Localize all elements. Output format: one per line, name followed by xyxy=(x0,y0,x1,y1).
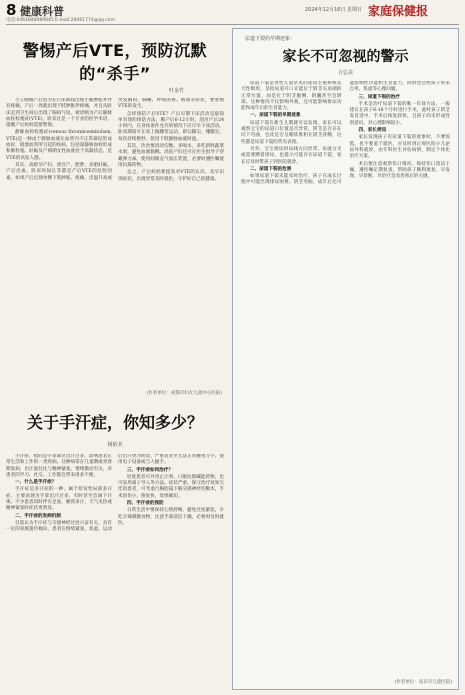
paragraph: 手汗症是多汗症的一种，属于原发性局部多汗症，主要表现为手掌出汗过多，有时甚至会滴下汗珠，不少患者同时伴有足底、腋窝多汗，天气炎热或精神紧张时症状更明显。 xyxy=(6,487,112,512)
paragraph: 尿道下裂是男性儿童常见的泌尿生殖系统先天性畸形，是指尿道开口未能位于阴茎头顶端的正常位置，而是位于阴茎腹侧、阴囊甚至会阴部。这种情况不仅影响外观，还可能影响排尿功能和成年后的生育能力。 xyxy=(241,81,342,112)
article2-body xyxy=(6,454,224,690)
subheading: 二、手汗症的发病机制 xyxy=(15,513,61,519)
subheading: 四、家长须知 xyxy=(358,128,387,134)
article2-title: 关于手汗症，你知多少？ xyxy=(26,413,203,432)
subheading: 一、尿道下裂的早期迹象 xyxy=(250,113,301,119)
subheading: 三、尿道下裂的治疗 xyxy=(358,94,400,100)
issue-date: 2024年12月16日 星期日 xyxy=(305,7,363,13)
paragraph: 怎样预防产后VTE？产后早期下床活动是最简单有效的预防方法，顺产后6-12小时、剖宫产后24小时内，在身体条件允许的情况下应尽早下床活动。卧床期间可在床上做踝泵运动，即勾脚尖、绷脚尖，每次持续数秒，促进下肢静脉血液回流。 xyxy=(118,111,224,142)
paragraph: 尿道下裂在新生儿期就可以发现。家长可以观察宝宝的尿道口位置是否异常，阴茎是否存在向下弯曲，包皮是否呈帽状堆积在阴茎背侧，这些都是尿道下裂的常见表现。 xyxy=(241,120,342,145)
subheading: 三、手汗症如何治疗？ xyxy=(127,467,173,473)
article1-body xyxy=(6,98,224,388)
article1-byline: 叶金竹 xyxy=(168,88,184,94)
subheading: 四、手汗症的预防 xyxy=(127,501,164,507)
subheading: 一、什么是手汗症？ xyxy=(15,480,57,486)
article3-byline: 吉弘美 xyxy=(337,70,353,76)
right-column-box xyxy=(232,28,459,690)
paragraph: 如果尿道下裂未能及时治疗，孩子在成长过程中可能出现排尿困难、阴茎弯曲，成年后还可能影响性功能和生育能力，同时也会给孩子带来自卑、焦虑等心理问题。 xyxy=(241,81,450,186)
masthead: 家庭保健报 xyxy=(368,4,429,18)
paragraph: 术后要注意观察伤口情况，保持伤口清洁干燥，遵医嘱定期复查，帮助孩子顺利康复。早发现、早诊断、早治疗是改善预后的关键。 xyxy=(349,161,450,180)
paragraph: 总之，产后妈妈要提高对VTE的认识，及早识别症状，出现异常及时就医，守护好自己的健康。 xyxy=(118,170,224,182)
paragraph: 小王刚刚产后因为在行床期间出现小腿肿胀并伴有疼痛，产后一周就出现下肢肿胀伴疼痛，并且从卧床走到卫生间后出现了胸闷气短，被诊断为产后静脉血栓栓塞症(VTE)，原来这是一个专业的医学术语，提醒产后妈妈需要警惕。 xyxy=(6,98,112,129)
article3-title: 家长不可忽视的警示 xyxy=(282,49,409,65)
paragraph: 手汗症，指的是手掌部位出汗过多，影响患者正常生活和工作的一类疾病。这种病常在儿童期或青春期发病，出汗量往往与精神紧张、情绪激动有关，对患者的学习、社交、工作都会带来诸多不便。 xyxy=(6,454,112,478)
paragraph: 手术是治疗尿道下裂的唯一有效方法，一般建议在孩子6-18个月时进行手术，此时孩子阴茎发育适中，手术后恢复较快，且孩子尚未形成性别意识，对心理影响较小。 xyxy=(349,101,450,126)
paragraph: 其次，饮食要清淡均衡，多喝水，多吃新鲜蔬菜水果，避免血液黏稠。高危产妇还可在医生指导下穿戴弹力袜、使用间歇充气加压装置，必要时遵医嘱使用抗凝药物。 xyxy=(118,144,224,168)
contact-info: 电话:0461848489845 E-mail:28461774@qq.com xyxy=(6,18,115,23)
paragraph: 轻度患者可外用止汗剂、口服抗胆碱能药物，也可采用离子导入等方法。症状严重、保守治疗效果欠佳的患者，可考虑行胸腔镜下胸交感神经切断术，手术创伤小、恢复快，效果确切。 xyxy=(118,474,224,499)
page-header xyxy=(0,0,465,23)
article2-byline: 杨依美 xyxy=(107,442,123,448)
article1-title: 警惕产后VTE，预防沉默的“杀手” xyxy=(22,41,208,83)
article3-source: (作者单位：南京市儿童医院) xyxy=(394,680,452,685)
article3-body xyxy=(233,81,458,681)
subheading: 二、尿道下裂的危害 xyxy=(250,166,292,172)
article1-source: (作者单位：成都市妇女儿童中心医院) xyxy=(146,391,222,396)
paragraph: 另外，宝宝排尿时尿线方向异常、尿流分叉或需要蹲着排尿，也提示可能存在尿道下裂，家长应及时带孩子到医院就诊。 xyxy=(241,146,342,165)
paragraph: 目前认为手汗症与交感神经过度兴奋有关，具有一定的家族遗传倾向，患者在情绪紧张、焦虑、运动后出汗更为明显，严重者甚至无法正常握笔写字、使用电子设备或与人握手。 xyxy=(6,454,224,533)
paragraph: 其实，高龄孕产妇、剖宫产、肥胖、多胎妊娠、产后出血、卧床时间长等都是产后VTE的危险因素，如果产后出现单侧下肢肿胀、疼痛、皮温升高或突发胸闷、胸痛、呼吸困难、咯血等症状，要警惕VTE的发生。 xyxy=(6,98,224,181)
section-title: 健康科普 xyxy=(20,5,64,18)
article3-kicker: 尿道下裂的早期迹象： xyxy=(245,36,296,42)
page-number: 8 xyxy=(6,1,17,19)
left-column xyxy=(6,28,224,690)
header-rule xyxy=(6,24,459,25)
paragraph: 日常生活中要保持心情舒畅，避免过度紧张，少吃辛辣刺激食物，注意手部清洁干燥，必要时及时就医。 xyxy=(118,508,224,526)
paragraph: 静脉血栓栓塞症(venous thromboembolism, VTE)是一种由于静脉血液在血管内不正常凝结形成血栓，阻塞血管所引起的疾病，包括深静脉血栓形成和肺栓塞。妊娠及产褥期女性血液处于高凝状态，是VTE的高发人群。 xyxy=(6,130,112,161)
paragraph: 家长发现孩子有尿道下裂的迹象时，不要惊慌，也不要羞于就医，应及时到正规医院小儿泌尿外科就诊，由专科医生评估病情，制定个体化治疗方案。 xyxy=(349,135,450,160)
